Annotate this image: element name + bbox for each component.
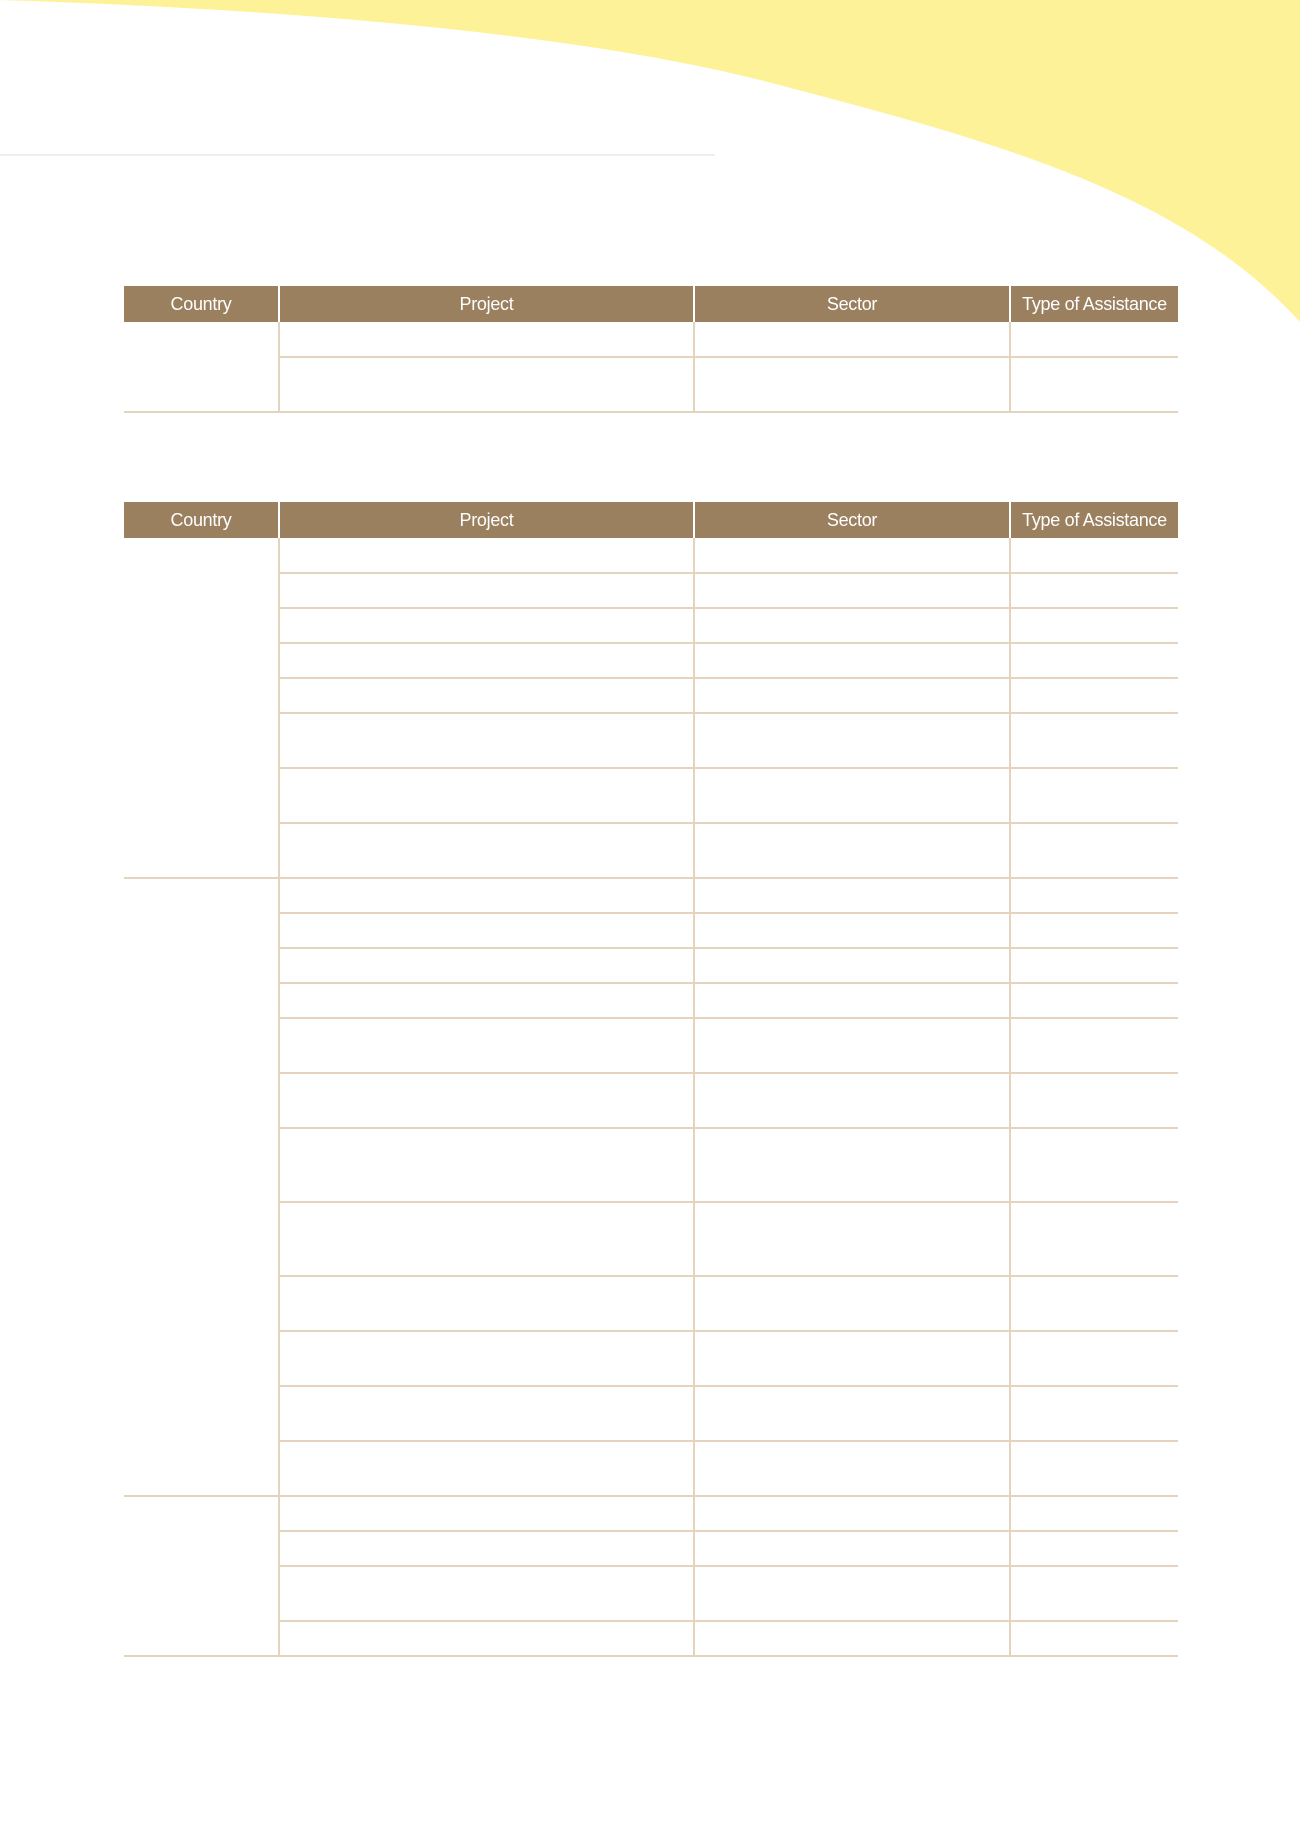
project-cell xyxy=(279,1073,694,1128)
sector-cell xyxy=(694,768,1010,823)
sector-cell xyxy=(694,573,1010,608)
type-of-assistance-cell xyxy=(1010,643,1178,678)
sector-cell xyxy=(694,913,1010,948)
yellow-swoosh-banner xyxy=(0,0,1300,322)
type-of-assistance-cell xyxy=(1010,1566,1178,1621)
project-cell xyxy=(279,1531,694,1566)
sector-cell xyxy=(694,878,1010,913)
type-of-assistance-cell xyxy=(1010,1331,1178,1386)
table-header-row xyxy=(124,502,1178,538)
sector-cell xyxy=(694,678,1010,713)
table-row xyxy=(124,643,1178,678)
project-cell xyxy=(279,1496,694,1531)
type-of-assistance-cell xyxy=(1010,1441,1178,1496)
type-of-assistance-cell xyxy=(1010,878,1178,913)
country-cell xyxy=(124,322,279,412)
sector-cell xyxy=(694,1496,1010,1531)
table-row xyxy=(124,1566,1178,1621)
type-of-assistance-cell xyxy=(1010,1202,1178,1276)
table-row xyxy=(124,357,1178,412)
project-cell xyxy=(279,1331,694,1386)
type-of-assistance-cell xyxy=(1010,357,1178,412)
project-cell xyxy=(279,913,694,948)
country-cell xyxy=(124,1496,279,1656)
type-of-assistance-cell xyxy=(1010,1531,1178,1566)
project-cell xyxy=(279,1441,694,1496)
table-body xyxy=(124,538,1178,1656)
table-row xyxy=(124,913,1178,948)
table-row xyxy=(124,768,1178,823)
type-of-assistance-cell xyxy=(1010,1128,1178,1202)
sector-cell xyxy=(694,538,1010,573)
table-body xyxy=(124,322,1178,412)
project-cell xyxy=(279,1566,694,1621)
header-country: Country xyxy=(124,502,279,538)
assistance-table-2 xyxy=(124,502,1178,1657)
type-of-assistance-cell xyxy=(1010,1386,1178,1441)
table-row xyxy=(124,1018,1178,1073)
table-row xyxy=(124,1202,1178,1276)
project-cell xyxy=(279,768,694,823)
project-cell xyxy=(279,1621,694,1656)
sector-cell xyxy=(694,1018,1010,1073)
sector-cell xyxy=(694,1531,1010,1566)
table-row xyxy=(124,1073,1178,1128)
type-of-assistance-cell xyxy=(1010,1621,1178,1656)
table-row xyxy=(124,322,1178,357)
sector-cell xyxy=(694,1128,1010,1202)
sector-cell xyxy=(694,322,1010,357)
project-cell xyxy=(279,357,694,412)
type-of-assistance-cell xyxy=(1010,573,1178,608)
sector-cell xyxy=(694,1073,1010,1128)
sector-cell xyxy=(694,643,1010,678)
table-row xyxy=(124,713,1178,768)
table-row xyxy=(124,1128,1178,1202)
table-row xyxy=(124,608,1178,643)
project-cell xyxy=(279,1276,694,1331)
project-cell xyxy=(279,983,694,1018)
type-of-assistance-cell xyxy=(1010,768,1178,823)
assistance-table-1 xyxy=(124,286,1178,413)
table-row xyxy=(124,948,1178,983)
type-of-assistance-cell xyxy=(1010,538,1178,573)
sector-cell xyxy=(694,1441,1010,1496)
project-cell xyxy=(279,1018,694,1073)
project-cell xyxy=(279,878,694,913)
header-country: Country xyxy=(124,286,279,322)
table-row xyxy=(124,678,1178,713)
sector-cell xyxy=(694,1621,1010,1656)
table-row xyxy=(124,1331,1178,1386)
type-of-assistance-cell xyxy=(1010,983,1178,1018)
type-of-assistance-cell xyxy=(1010,1018,1178,1073)
header-type-of-assistance: Type of Assistance xyxy=(1010,502,1178,538)
project-cell xyxy=(279,1386,694,1441)
project-cell xyxy=(279,573,694,608)
type-of-assistance-cell xyxy=(1010,913,1178,948)
sector-cell xyxy=(694,1276,1010,1331)
project-cell xyxy=(279,713,694,768)
table-row xyxy=(124,538,1178,573)
sector-cell xyxy=(694,713,1010,768)
table-header-row xyxy=(124,286,1178,322)
sector-cell xyxy=(694,823,1010,878)
header-project: Project xyxy=(279,502,694,538)
project-cell xyxy=(279,1202,694,1276)
header-project: Project xyxy=(279,286,694,322)
country-cell xyxy=(124,538,279,878)
table-row xyxy=(124,1276,1178,1331)
table-row xyxy=(124,1386,1178,1441)
header-sector: Sector xyxy=(694,286,1010,322)
country-cell xyxy=(124,878,279,1496)
project-cell xyxy=(279,608,694,643)
sector-cell xyxy=(694,608,1010,643)
sector-cell xyxy=(694,1386,1010,1441)
table-row xyxy=(124,878,1178,913)
table-row xyxy=(124,1531,1178,1566)
table-row xyxy=(124,1621,1178,1656)
type-of-assistance-cell xyxy=(1010,823,1178,878)
header-sector: Sector xyxy=(694,502,1010,538)
table-row xyxy=(124,823,1178,878)
sector-cell xyxy=(694,1202,1010,1276)
header-type-of-assistance: Type of Assistance xyxy=(1010,286,1178,322)
sector-cell xyxy=(694,1566,1010,1621)
table-row xyxy=(124,1496,1178,1531)
project-cell xyxy=(279,678,694,713)
sector-cell xyxy=(694,948,1010,983)
type-of-assistance-cell xyxy=(1010,322,1178,357)
project-cell xyxy=(279,948,694,983)
type-of-assistance-cell xyxy=(1010,1496,1178,1531)
project-cell xyxy=(279,643,694,678)
table-row xyxy=(124,983,1178,1018)
type-of-assistance-cell xyxy=(1010,713,1178,768)
table-row xyxy=(124,1441,1178,1496)
type-of-assistance-cell xyxy=(1010,608,1178,643)
table-row xyxy=(124,573,1178,608)
type-of-assistance-cell xyxy=(1010,1276,1178,1331)
project-cell xyxy=(279,322,694,357)
type-of-assistance-cell xyxy=(1010,1073,1178,1128)
sector-cell xyxy=(694,357,1010,412)
project-cell xyxy=(279,1128,694,1202)
project-cell xyxy=(279,538,694,573)
sector-cell xyxy=(694,1331,1010,1386)
sector-cell xyxy=(694,983,1010,1018)
project-cell xyxy=(279,823,694,878)
type-of-assistance-cell xyxy=(1010,948,1178,983)
type-of-assistance-cell xyxy=(1010,678,1178,713)
